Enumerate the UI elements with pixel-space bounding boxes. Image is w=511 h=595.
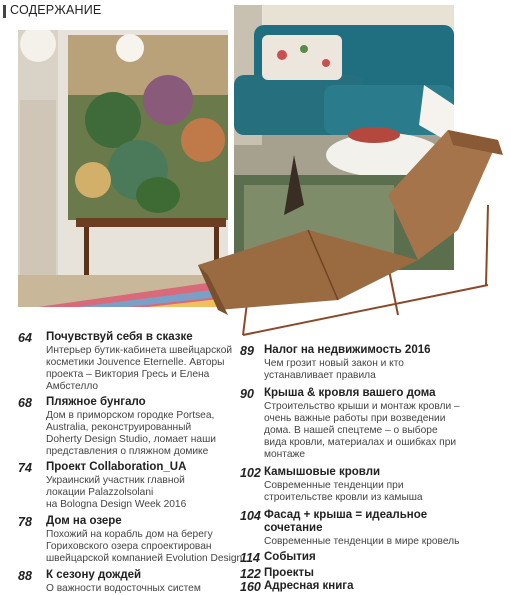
toc-desc-line: швейцарской компанией Evolution Design [46,553,243,564]
toc-desc-line: косметики Jouvence Eternelle. Авторы [46,357,225,368]
toc-title: Пляжное бунгало [46,396,146,408]
toc-description [46,529,242,565]
toc-desc-line: Australia, реконструированный [46,422,192,433]
toc-desc-line: монтаже [264,449,305,460]
section-header [0,0,230,22]
toc-title: Адресная книга [264,580,354,592]
toc-description [264,358,404,382]
toc-title: Налог на недвижимость 2016 [264,344,431,356]
toc-desc-line: Похожий на корабль дом на берегу [46,529,213,540]
toc-title: Проект Collaboration_UA [46,461,187,473]
toc-desc-line: Интерьер бутик-кабинета швейцарской [46,345,233,356]
toc-title: Камышовые кровли [264,466,381,478]
toc-page-number: 104 [240,509,261,523]
toc-page-number: 64 [18,331,32,345]
toc-title: К сезону дождей [46,569,142,581]
header-accent-bar [3,5,6,18]
toc-title: Фасад + крыша = идеальное [264,509,428,521]
toc-description [264,536,459,548]
toc-page-number: 74 [18,461,32,475]
toc-title: События [264,551,316,563]
toc-page-number: 122 [240,567,261,581]
toc-desc-line: Современные тенденции в мире кровель [264,536,460,547]
toc-desc-line: Чем грозит новый закон и кто [264,358,404,369]
toc-desc-line: О важности водосточных систем [46,583,201,594]
toc-desc-line: Амбстелло [46,381,99,392]
toc-desc-line: Строительство крыши и монтаж кровли – [264,401,460,412]
toc-description [46,410,216,458]
toc-page-number: 160 [240,580,261,594]
toc-desc-line: Украинский участник главной [46,475,185,486]
toc-description [46,583,201,595]
toc-desc-line: Гориховского озера спроектирован [46,541,212,552]
chaise-longue-photo [188,115,511,340]
toc-desc-line: представления о пляжном домике [46,446,209,457]
toc-page-number: 88 [18,569,32,583]
toc-desc-line: Doherty Design Studio, ломает наши [46,434,216,445]
toc-description [264,480,423,504]
toc-desc-line: на Bologna Design Week 2016 [46,499,187,510]
toc-description [264,401,460,461]
toc-desc-line: дома. В нашей спецтеме – о выборе [264,425,438,436]
toc-title: Дом на озере [46,515,122,527]
toc-description [46,475,186,511]
toc-page-number: 90 [240,387,254,401]
toc-desc-line: Дом в приморском городке Portsea, [46,410,215,421]
toc-title: Крыша & кровля вашего дома [264,387,436,399]
toc-page-number: 78 [18,515,32,529]
toc-desc-line: вида кровли, материалах и ошибках при [264,437,457,448]
toc-desc-line: строительстве кровли из камыша [264,492,423,503]
toc-page-number: 114 [240,551,260,565]
toc-page-number: 68 [18,396,32,410]
toc-desc-line: Современные тенденции при [264,480,404,491]
toc-desc-line: устанавливает правила [264,370,376,381]
toc-title: Почувствуй себя в сказке [46,331,193,343]
toc-desc-line: проекта – Виктория Гресь и Елена [46,369,210,380]
toc-desc-line: локации Palazzolsolani [46,487,154,498]
toc-title: Проекты [264,567,314,579]
toc-description [46,345,232,393]
toc-desc-line: очень важные работы при возведении [264,413,446,424]
page-title: СОДЕРЖАНИЕ [10,3,102,17]
toc-page-number: 89 [240,344,254,358]
toc-page-number: 102 [240,466,261,480]
toc-title-continued: сочетание [264,522,323,534]
